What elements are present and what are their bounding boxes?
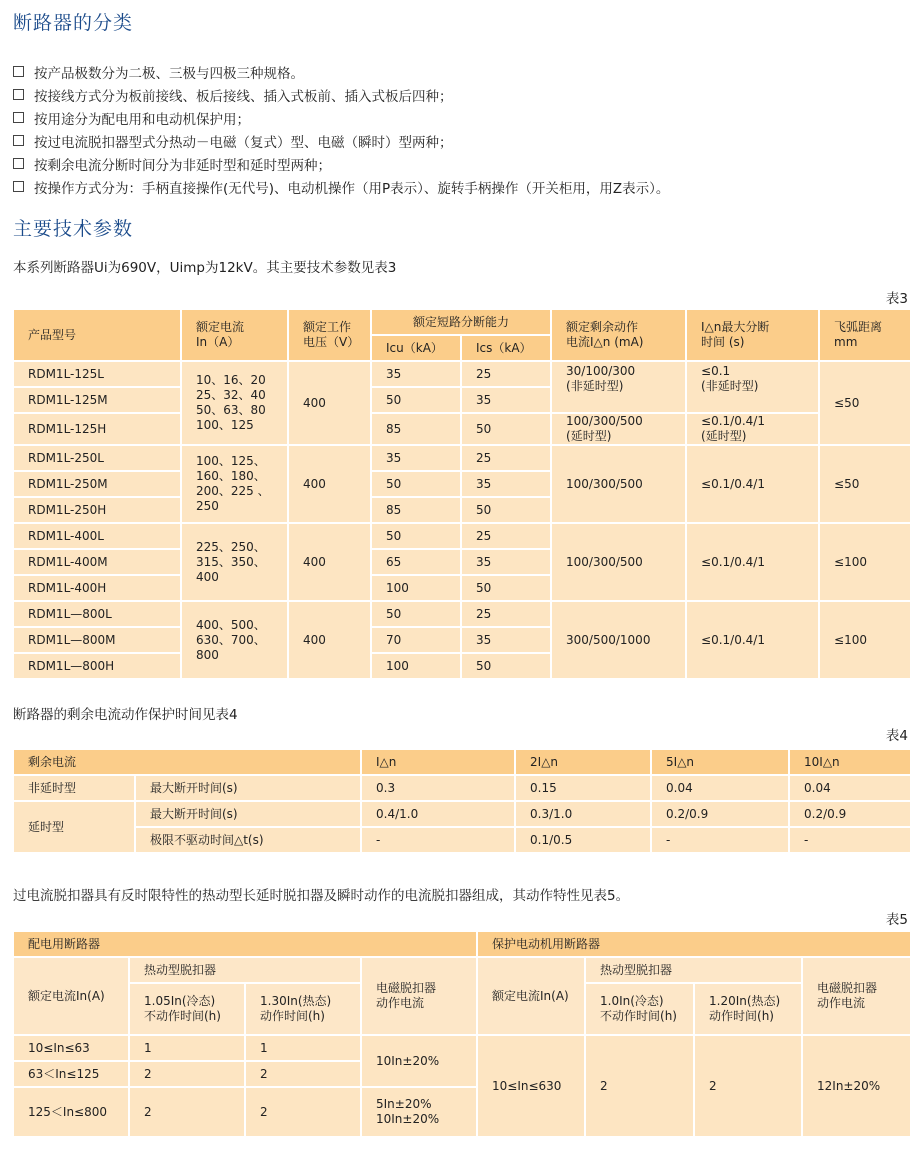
list-item-text: 按剩余电流分断时间分为非延时型和延时型两种； <box>34 157 331 174</box>
model-cell: RDM1L-400M <box>13 549 181 575</box>
ics-cell: 25 <box>461 601 551 627</box>
ics-cell: 50 <box>461 653 551 679</box>
col-hot: 1.20In(热态) 动作时间(h) <box>694 983 802 1035</box>
value-cell: - <box>789 827 911 853</box>
icu-cell: 35 <box>371 361 461 387</box>
header-current: 额定电流 In（A） <box>181 309 288 361</box>
model-cell: RDM1L-125H <box>13 413 181 445</box>
residual-cell: 300/500/1000 <box>551 601 686 679</box>
value-cell: - <box>361 827 515 853</box>
table4-intro: 断路器的剩余电流动作保护时间见表4 <box>13 707 238 723</box>
item-cell: 最大断开时间(s) <box>135 775 361 801</box>
icu-cell: 35 <box>371 445 461 471</box>
header-breaking: 额定短路分断能力 <box>371 309 551 335</box>
ics-cell: 50 <box>461 497 551 523</box>
ics-cell: 25 <box>461 445 551 471</box>
hot-cell: 2 <box>245 1087 361 1137</box>
section-title-classification: 断路器的分类 <box>13 12 134 34</box>
col-magnetic: 电磁脱扣器 动作电流 <box>802 957 911 1035</box>
checkbox-icon <box>13 181 24 192</box>
hot-cell: 1 <box>245 1035 361 1061</box>
voltage-cell: 400 <box>288 523 371 601</box>
header-5x: 5I△n <box>651 749 789 775</box>
list-item <box>13 152 669 175</box>
header-residual-current: 剩余电流 <box>13 749 361 775</box>
current-cell: 400、500、 630、700、 800 <box>181 601 288 679</box>
table4-label: 表4 <box>885 728 908 744</box>
table3-label: 表3 <box>885 291 908 307</box>
icu-cell: 85 <box>371 497 461 523</box>
cold-cell: 2 <box>585 1035 694 1137</box>
value-cell: - <box>651 827 789 853</box>
table4 <box>12 748 912 854</box>
table-row <box>13 413 911 445</box>
value-cell: 0.04 <box>789 775 911 801</box>
ics-cell: 35 <box>461 471 551 497</box>
residual-cell: 30/100/300 (非延时型) <box>551 361 686 413</box>
voltage-cell: 400 <box>288 445 371 523</box>
model-cell: RDM1L—800L <box>13 601 181 627</box>
header-time: I△n最大分断 时间 (s) <box>686 309 819 361</box>
arc-cell: ≤50 <box>819 445 911 523</box>
value-cell: 0.4/1.0 <box>361 801 515 827</box>
col-cold: 1.05In(冷态) 不动作时间(h) <box>129 983 245 1035</box>
list-item <box>13 129 669 152</box>
model-cell: RDM1L-250L <box>13 445 181 471</box>
time-cell: ≤0.1/0.4/1 <box>686 601 819 679</box>
ics-cell: 25 <box>461 523 551 549</box>
parameters-intro: 本系列断路器Ui为690V，Uimp为12kV。其主要技术参数见表3 <box>13 260 397 276</box>
col-hot: 1.30In(热态) 动作时间(h) <box>245 983 361 1035</box>
ics-cell: 50 <box>461 575 551 601</box>
current-cell: 225、250、 315、350、 400 <box>181 523 288 601</box>
checkbox-icon <box>13 112 24 123</box>
header-2x: 2I△n <box>515 749 651 775</box>
voltage-cell: 400 <box>288 361 371 445</box>
header-arc: 飞弧距离 mm <box>819 309 911 361</box>
time-cell: ≤0.1/0.4/1 <box>686 523 819 601</box>
header-1x: I△n <box>361 749 515 775</box>
residual-cell: 100/300/500 (延时型) <box>551 413 686 445</box>
voltage-cell: 400 <box>288 601 371 679</box>
value-cell: 0.2/0.9 <box>651 801 789 827</box>
model-cell: RDM1L—800H <box>13 653 181 679</box>
classification-list <box>13 60 669 198</box>
time-cell: ≤0.1/0.4/1 (延时型) <box>686 413 819 445</box>
table-row <box>13 601 911 627</box>
value-cell: 0.1/0.5 <box>515 827 651 853</box>
model-cell: RDM1L-250H <box>13 497 181 523</box>
model-cell: RDM1L-125L <box>13 361 181 387</box>
col-current: 额定电流In(A) <box>13 957 129 1035</box>
icu-cell: 50 <box>371 601 461 627</box>
col-cold: 1.0In(冷态) 不动作时间(h) <box>585 983 694 1035</box>
header-10x: 10I△n <box>789 749 911 775</box>
arc-cell: ≤100 <box>819 523 911 601</box>
table-row <box>13 1035 911 1061</box>
icu-cell: 100 <box>371 653 461 679</box>
col-current: 额定电流In(A) <box>477 957 585 1035</box>
model-cell: RDM1L-125M <box>13 387 181 413</box>
table5 <box>12 930 912 1138</box>
icu-cell: 50 <box>371 523 461 549</box>
time-cell: ≤0.1 (非延时型) <box>686 361 819 413</box>
value-cell: 0.2/0.9 <box>789 801 911 827</box>
header-residual: 额定剩余动作 电流I△n (mA) <box>551 309 686 361</box>
icu-cell: 50 <box>371 387 461 413</box>
distribution-title: 配电用断路器 <box>13 931 477 957</box>
current-cell: 63＜In≤125 <box>13 1061 129 1087</box>
item-cell: 最大断开时间(s) <box>135 801 361 827</box>
model-cell: RDM1L—800M <box>13 627 181 653</box>
hot-cell: 2 <box>245 1061 361 1087</box>
list-item <box>13 175 669 198</box>
col-thermal: 热动型脱扣器 <box>129 957 361 983</box>
table5-intro: 过电流脱扣器具有反时限特性的热动型长延时脱扣器及瞬时动作的电流脱扣器组成，其动作特性见表5。 <box>13 888 630 904</box>
current-cell: 100、125、 160、180、 200、225 、 250 <box>181 445 288 523</box>
col-magnetic: 电磁脱扣器 动作电流 <box>361 957 477 1035</box>
model-cell: RDM1L-400H <box>13 575 181 601</box>
checkbox-icon <box>13 158 24 169</box>
header-voltage: 额定工作 电压（V） <box>288 309 371 361</box>
list-item <box>13 60 669 83</box>
table-row <box>13 801 911 827</box>
icu-cell: 65 <box>371 549 461 575</box>
list-item-text: 按用途分为配电用和电动机保护用； <box>34 111 250 128</box>
cold-cell: 1 <box>129 1035 245 1061</box>
table5-label: 表5 <box>885 912 908 928</box>
table3 <box>12 308 912 680</box>
value-cell: 0.15 <box>515 775 651 801</box>
arc-cell: ≤100 <box>819 601 911 679</box>
model-cell: RDM1L-400L <box>13 523 181 549</box>
type-cell: 延时型 <box>13 801 135 853</box>
value-cell: 0.3 <box>361 775 515 801</box>
time-cell: ≤0.1/0.4/1 <box>686 445 819 523</box>
value-cell: 0.04 <box>651 775 789 801</box>
current-cell: 10≤In≤630 <box>477 1035 585 1137</box>
table-row <box>13 523 911 549</box>
magnetic-cell: 12In±20% <box>802 1035 911 1137</box>
ics-cell: 35 <box>461 627 551 653</box>
table-row <box>13 445 911 471</box>
checkbox-icon <box>13 89 24 100</box>
model-cell: RDM1L-250M <box>13 471 181 497</box>
list-item <box>13 83 669 106</box>
icu-cell: 85 <box>371 413 461 445</box>
list-item-text: 按过电流脱扣器型式分热动－电磁（复式）型、电磁（瞬时）型两种； <box>34 134 453 151</box>
table-row <box>13 775 911 801</box>
ics-cell: 35 <box>461 549 551 575</box>
checkbox-icon <box>13 135 24 146</box>
col-thermal: 热动型脱扣器 <box>585 957 802 983</box>
residual-cell: 100/300/500 <box>551 445 686 523</box>
current-cell: 125＜In≤800 <box>13 1087 129 1137</box>
current-cell: 10、16、20 25、32、40 50、63、80 100、125 <box>181 361 288 445</box>
list-item <box>13 106 669 129</box>
list-item-text: 按操作方式分为：手柄直接操作(无代号)、电动机操作（用P表示）、旋转手柄操作（开关柜用，用Z表示）。 <box>34 180 670 197</box>
arc-cell: ≤50 <box>819 361 911 445</box>
cold-cell: 2 <box>129 1061 245 1087</box>
value-cell: 0.3/1.0 <box>515 801 651 827</box>
ics-cell: 50 <box>461 413 551 445</box>
cold-cell: 2 <box>129 1087 245 1137</box>
checkbox-icon <box>13 66 24 77</box>
header-model: 产品型号 <box>13 309 181 361</box>
ics-cell: 35 <box>461 387 551 413</box>
current-cell: 10≤In≤63 <box>13 1035 129 1061</box>
ics-cell: 25 <box>461 361 551 387</box>
section-title-parameters: 主要技术参数 <box>13 218 134 240</box>
list-item-text: 按接线方式分为板前接线、板后接线、插入式板前、插入式板后四种； <box>34 88 453 105</box>
header-icu: Icu（kA） <box>371 335 461 361</box>
list-item-text: 按产品极数分为二极、三极与四极三种规格。 <box>34 65 304 82</box>
table-row <box>13 361 911 387</box>
hot-cell: 2 <box>694 1035 802 1137</box>
magnetic-cell: 5In±20% 10In±20% <box>361 1087 477 1137</box>
icu-cell: 100 <box>371 575 461 601</box>
table-row <box>13 827 911 853</box>
header-ics: Ics（kA） <box>461 335 551 361</box>
item-cell: 极限不驱动时间△t(s) <box>135 827 361 853</box>
residual-cell: 100/300/500 <box>551 523 686 601</box>
motor-title: 保护电动机用断路器 <box>477 931 911 957</box>
magnetic-cell: 10In±20% <box>361 1035 477 1087</box>
type-cell: 非延时型 <box>13 775 135 801</box>
icu-cell: 70 <box>371 627 461 653</box>
icu-cell: 50 <box>371 471 461 497</box>
